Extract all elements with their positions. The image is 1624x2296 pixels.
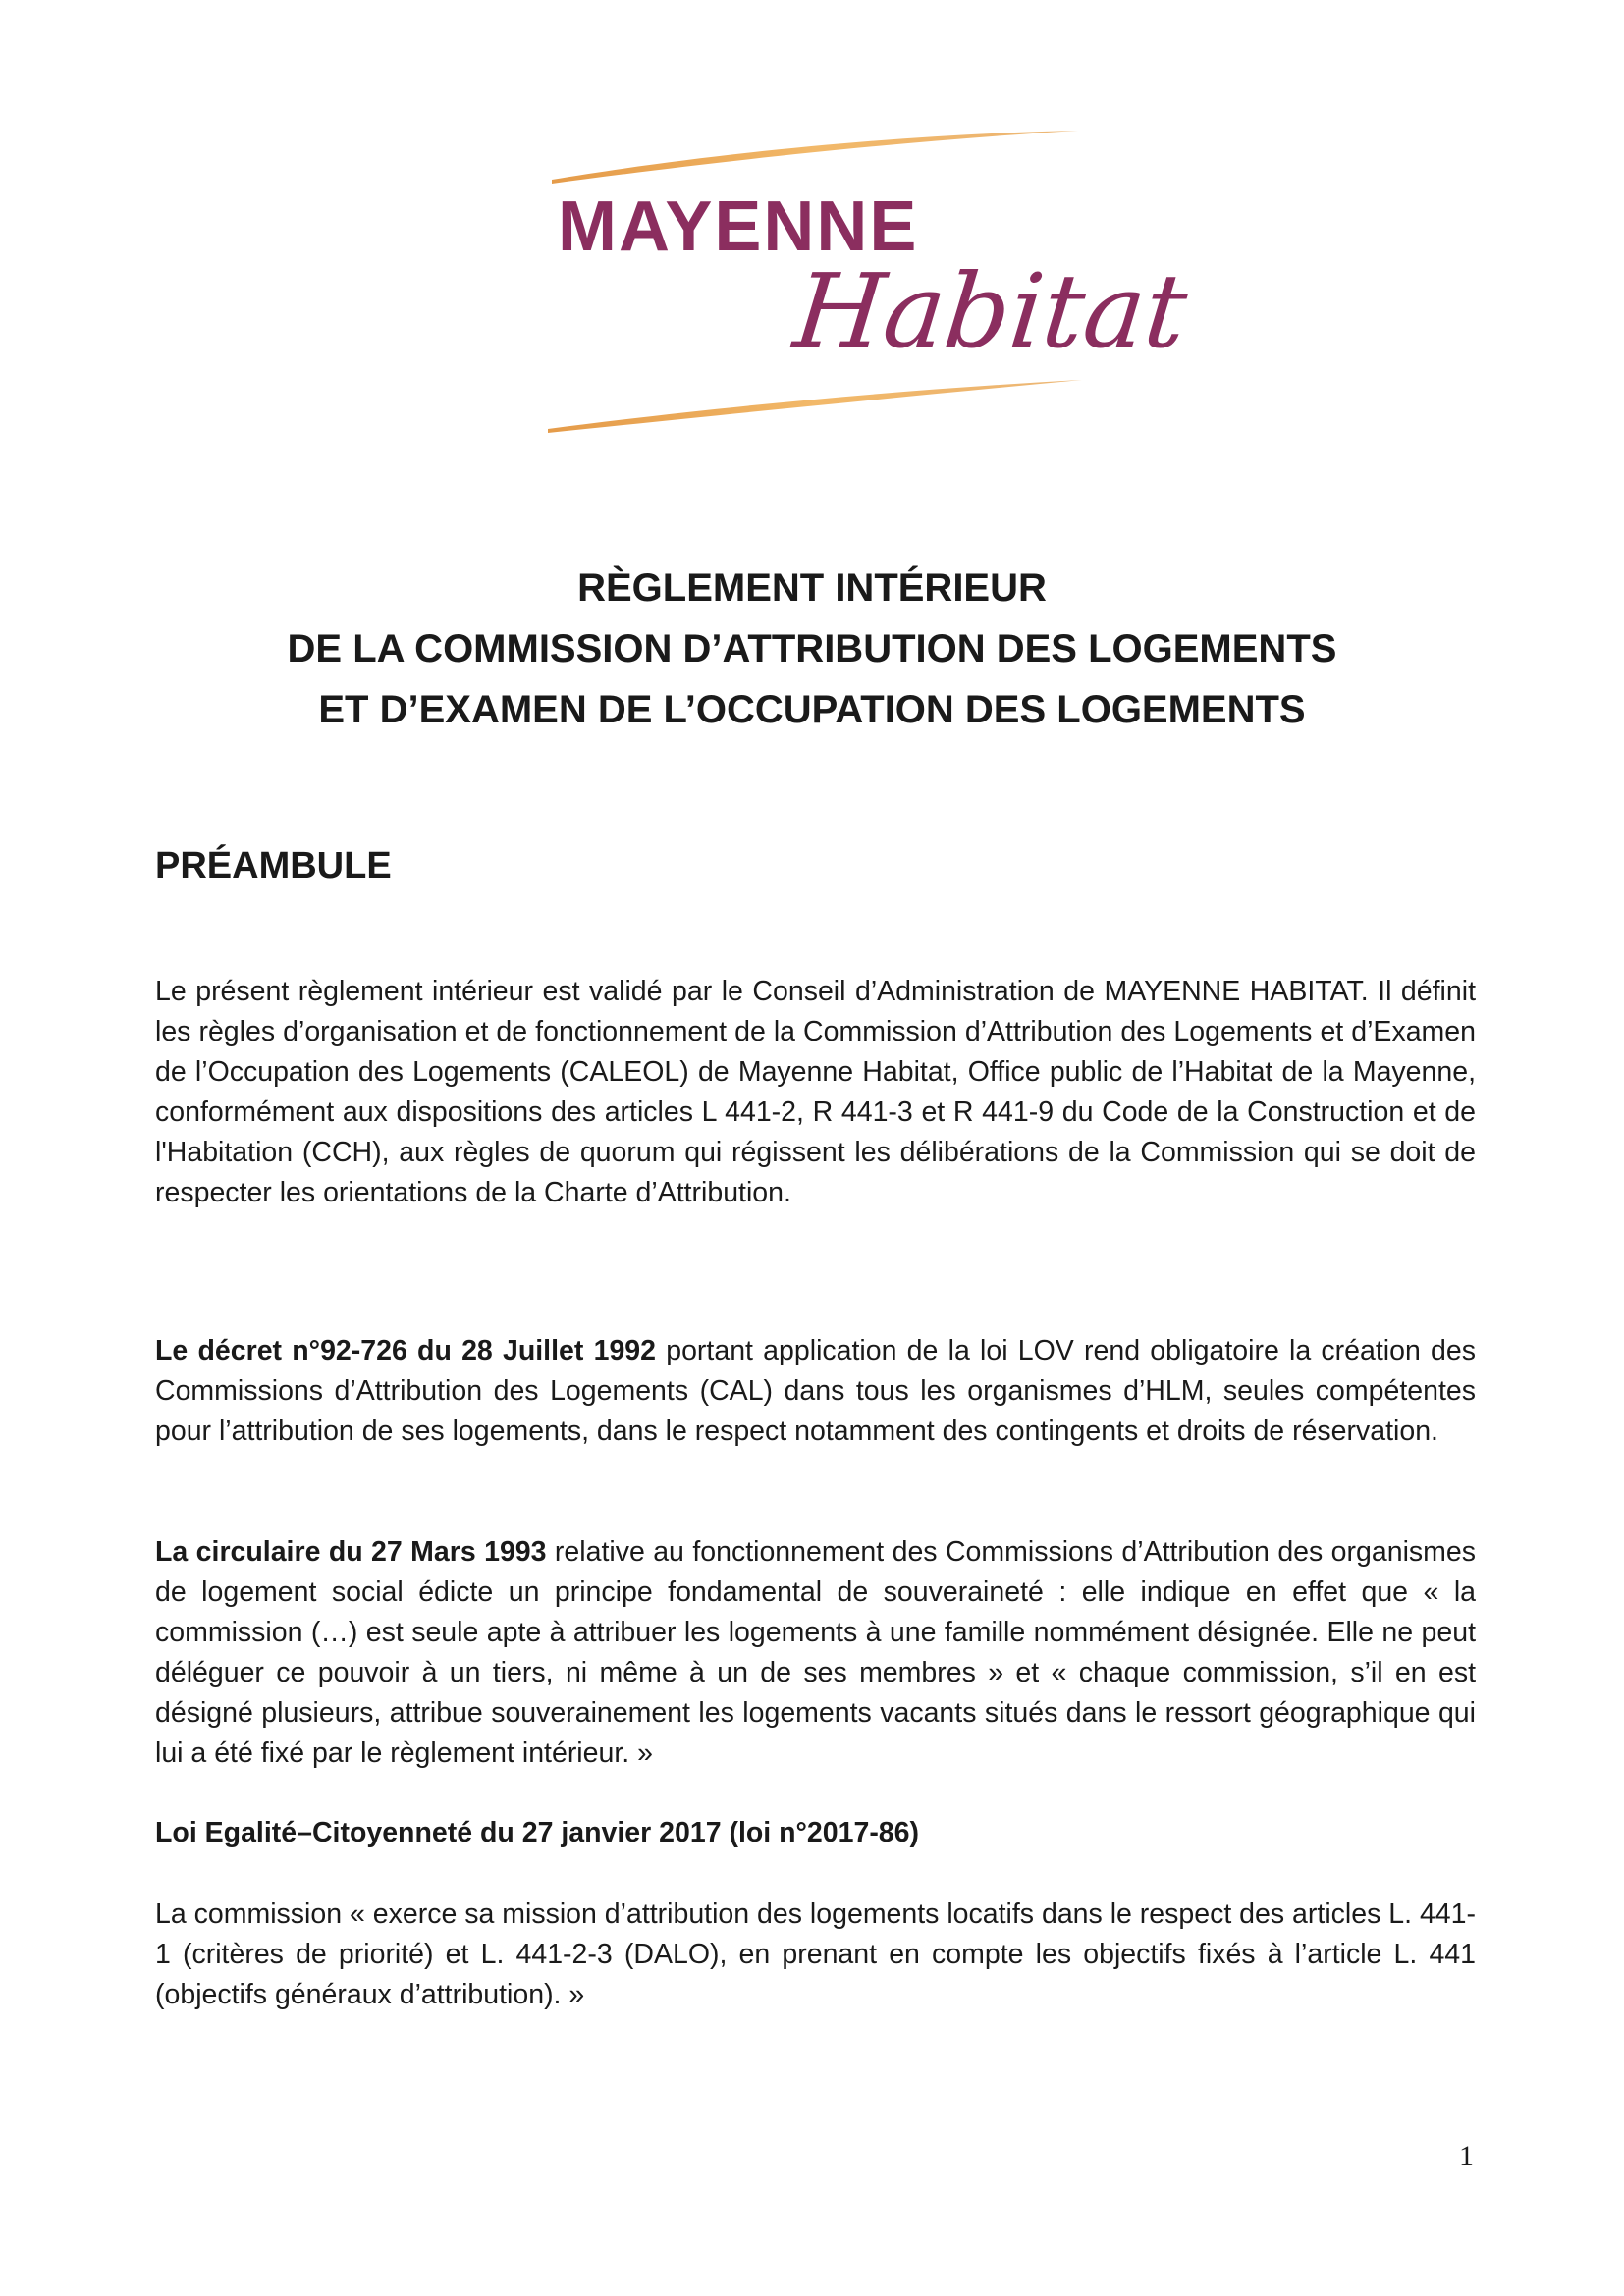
logo-top-swoosh [552,131,1078,184]
paragraph-circulaire-text: relative au fonctionnement des Commissions d’Attribution des organismes de logement social édicte un principe fondamental de souveraineté : elle indique en effet que « la commission (…) est seule apte à attribuer les logements à une famille nommément désignée. Elle ne peut déléguer ce pouvoir à un tiers, ni même à un de ses membres » et « chaque commission, s’il en est désigné plusieurs, attribue souverainement les logements vacants situés dans le ressort géographique qui lui a été fixé par le règlement intérieur. » [155,1536,1476,1769]
logo-bottom-swoosh [548,380,1082,433]
page-number: 1 [1459,2140,1474,2172]
paragraph-circulaire-bold: La circulaire du 27 Mars 1993 [155,1536,547,1568]
section-heading-preambule: PRÉAMBULE [155,845,392,886]
paragraph-decret [155,1331,1476,1452]
logo-script: Habitat [788,251,1193,371]
paragraph-decret-bold: Le décret n°92-726 du 28 Juillet 1992 [155,1335,656,1366]
title-line-3: ET D’EXAMEN DE L’OCCUPATION DES LOGEMENTS [318,688,1306,731]
paragraph-decret-text: portant application de la loi LOV rend obligatoire la création des Commissions d’Attribution des Logements (CAL) dans tous les organismes d’HLM, seules compétentes pour l’attribution de ses logements, dans le respect notamment des contingents et droits de réservation. [155,1335,1476,1447]
mayenne-habitat-logo [540,123,1193,447]
paragraph-circulaire [155,1532,1476,1774]
logo-word: MAYENNE [558,187,919,266]
paragraph-commission: La commission « exerce sa mission d’attribution des logements locatifs dans le respect des articles L. 441-1 (critères de priorité) et L. 441-2-3 (DALO), en prenant en compte les objectifs fixés à l’article L. 441 (objectifs généraux d’attribution). » [155,1898,1476,2010]
document-title [0,558,1624,740]
title-line-1: RÈGLEMENT INTÉRIEUR [577,566,1047,610]
paragraph-intro: Le présent règlement intérieur est validé par le Conseil d’Administration de MAYENNE HABITAT. Il définit les règles d’organisation et de fonctionnement de la Commission d’Attribution des Logements et d’Examen de l’Occupation des Logements (CALEOL) de Mayenne Habitat, Office public de l’Habitat de la Mayenne, conformément aux dispositions des articles L 441-2, R 441-3 et R 441-9 du Code de la Construction et de l'Habitation (CCH), aux règles de quorum qui régissent les délibérations de la Commission qui se doit de respecter les orientations de la Charte d’Attribution. [155,976,1476,1208]
title-line-2: DE LA COMMISSION D’ATTRIBUTION DES LOGEMENTS [287,627,1337,670]
paragraph-loi-heading: Loi Egalité–Citoyenneté du 27 janvier 2017 (loi n°2017-86) [155,1817,920,1848]
